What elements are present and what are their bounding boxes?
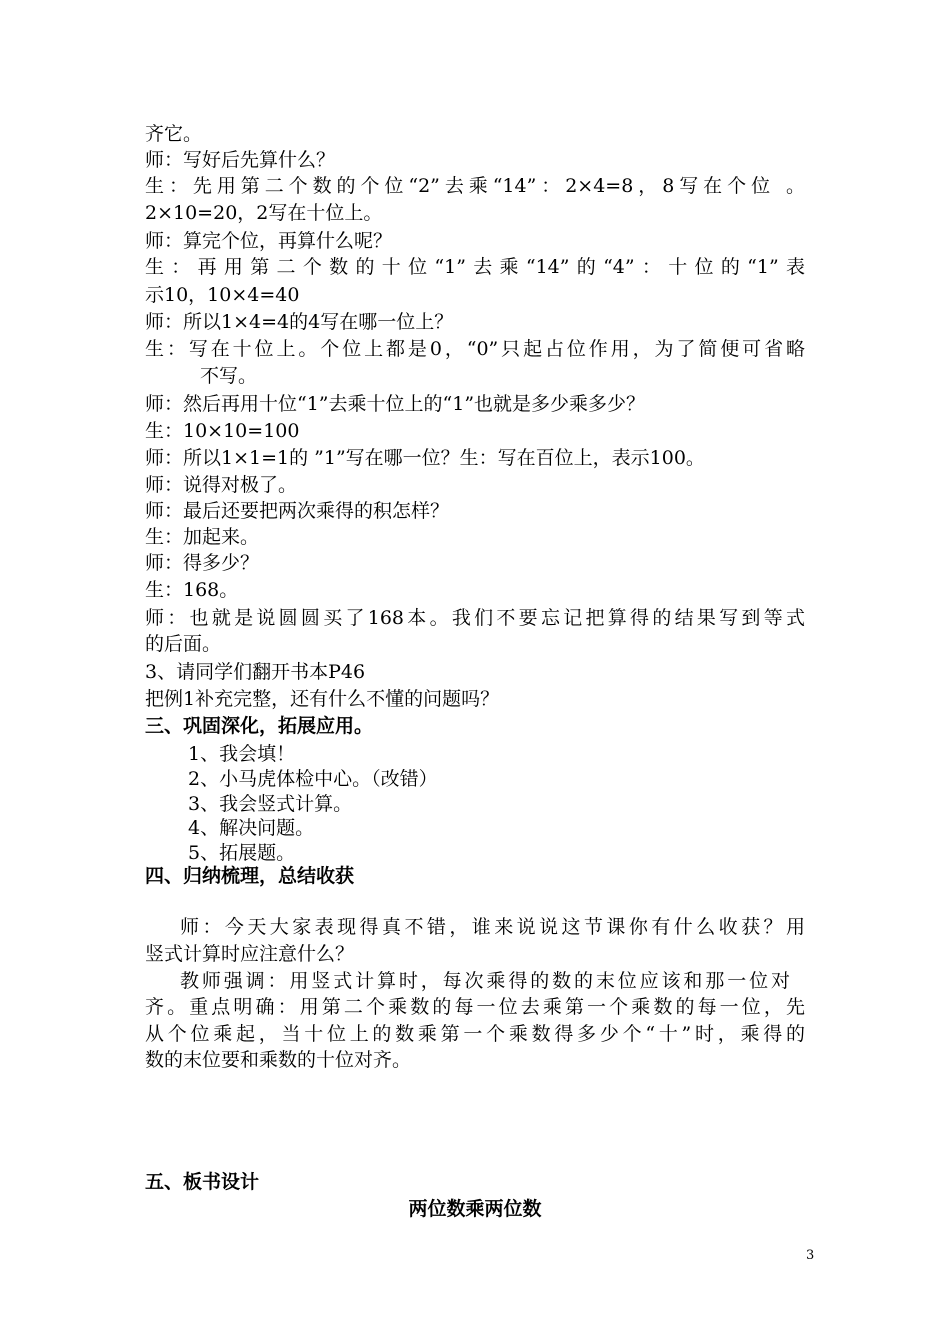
text-line: 师：所以1×4=4的4写在哪一位上？ [145,311,454,333]
text-line: 师：然后再用十位“1”去乘十位上的“1”也就是多少乘多少？ [145,393,646,415]
text-line: 生：10×10=100 [145,420,300,442]
text-line: 生：168。 [145,579,239,601]
list-item: 1、我会填！ [188,743,296,765]
text-line: 师：说得对极了。 [145,474,298,496]
list-item: 3、我会竖式计算。 [188,793,353,815]
text-line: 师：得多少？ [145,552,260,574]
text-line: 不写。 [200,365,258,387]
page-number: 3 [806,1248,815,1263]
text-line: 师：所以1×1=1的 ”1”写在哪一位？生：写在百位上，表示100。 [145,447,705,469]
text-line: 生：再用第二个数的十位“1”去乘“14”的“4”：十位的“1”表 [145,256,805,278]
paragraph-line: 师：今天大家表现得真不错，谁来说说这节课你有什么收获？用 [180,916,805,938]
text-line: 的后面。 [145,633,222,655]
list-item: 2、小马虎体检中心。（改错） [188,768,438,790]
section-heading-4: 四、归纳梳理，总结收获 [145,865,355,887]
paragraph-line: 从个位乘起，当十位上的数乘第一个乘数得多少个“十”时，乘得的 [145,1023,805,1045]
text-line: 示10，10×4=40 [145,284,300,306]
text-line: 3、请同学们翻开书本P46 [145,661,366,683]
text-line: 生：写在十位上。个位上都是0，“0”只起占位作用，为了简便可省略 [145,338,805,360]
paragraph-line: 竖式计算时应注意什么？ [145,943,355,965]
text-line: 齐它。 [145,123,203,145]
paragraph-line: 数的末位要和乘数的十位对齐。 [145,1049,412,1071]
list-item: 5、拓展题。 [188,842,296,864]
text-line: 师：也就是说圆圆买了168本。我们不要忘记把算得的结果写到等式 [145,607,805,629]
section-heading-5: 五、板书设计 [145,1171,260,1193]
section-heading-3: 三、巩固深化，拓展应用。 [145,715,374,737]
paragraph-line: 齐。重点明确：用第二个乘数的每一位去乘第一个乘数的每一位，先 [145,996,805,1018]
text-line: 师：写好后先算什么？ [145,149,336,171]
list-item: 4、解决问题。 [188,817,315,839]
text-line: 生：先用第二个数的个位“2”去乘“14”：2×4=8，8写在个位 。 [145,175,805,197]
text-line: 师：算完个位，再算什么呢？ [145,230,393,252]
text-line: 师：最后还要把两次乘得的积怎样？ [145,500,450,522]
text-line: 生：加起来。 [145,526,260,548]
paragraph-line: 教师强调：用竖式计算时，每次乘得的数的末位应该和那一位对 [180,970,790,992]
text-line: 2×10=20，2写在十位上。 [145,202,383,224]
board-design-title: 两位数乘两位数 [408,1198,542,1220]
text-line: 把例1补充完整，还有什么不懂的问题吗？ [145,688,500,710]
